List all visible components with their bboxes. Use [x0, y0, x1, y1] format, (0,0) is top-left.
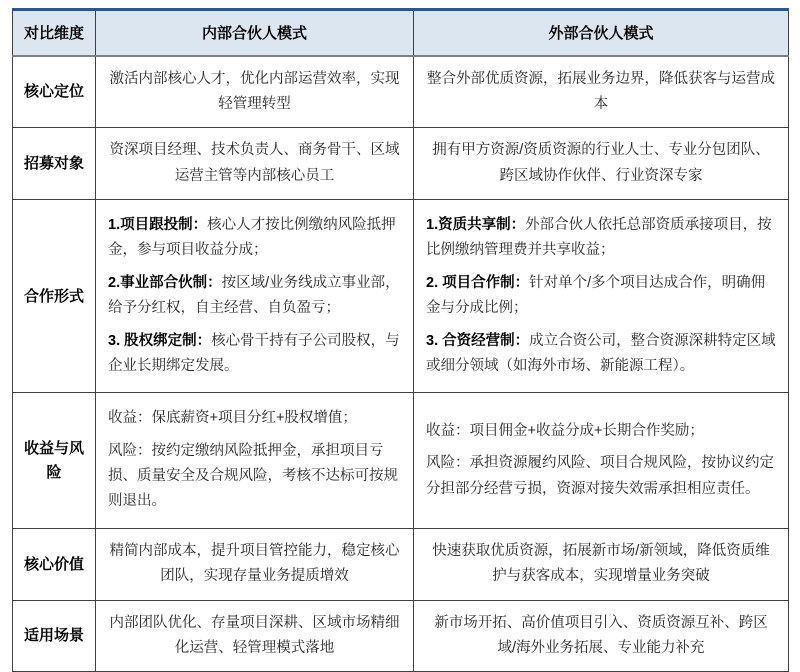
- text-run: 精简内部成本，提升项目管控能力，稳定核心团队，实现存量业务提质增效: [109, 542, 400, 585]
- text-run: 外部合伙人依托总部资质承接项目，按比例缴纳管理费并共享收益；: [426, 217, 772, 259]
- text-run: 拥有甲方资源/资质资源的行业人士、专业分包团队、跨区域协作伙伴、行业资深专家: [432, 142, 770, 184]
- comparison-table: [12, 8, 789, 672]
- bold-text-run: 1.项目跟投制：: [108, 217, 208, 233]
- text-run: 快速获取优质资源，拓展新市场/新领域，降低资质维护与获客成本，实现增量业务突破: [432, 542, 770, 585]
- table-header-row: [13, 10, 789, 56]
- text-run: 核心人才按比例缴纳风险抵押金，参与项目收益分成；: [108, 217, 396, 259]
- internal-model-cell: [96, 56, 414, 128]
- cell-paragraph: [108, 406, 401, 431]
- cell-paragraph: [108, 539, 401, 590]
- table-row: [13, 528, 789, 600]
- table-row: [13, 56, 789, 128]
- text-run: 核心骨干持有子公司股权，与企业长期绑定发展。: [108, 332, 400, 374]
- text-run: 风险：承担资源履约风险、项目合规风险，按协议约定分担部分经营亏损，资源对接失效需承担相应责任。: [426, 455, 774, 497]
- external-model-cell: [414, 393, 789, 529]
- cell-paragraph: [426, 419, 776, 444]
- header-cell-external-model: 外部合伙人模式: [414, 10, 789, 56]
- header-cell-dimension: 对比维度: [13, 10, 96, 56]
- cell-paragraph: [108, 611, 401, 662]
- external-model-cell: [414, 528, 789, 600]
- cell-paragraph: [426, 138, 776, 189]
- internal-model-cell: [96, 600, 414, 672]
- text-run: 新市场开拓、高价值项目引入、资质资源互补、跨区域/海外业务拓展、专业能力补充: [434, 614, 768, 656]
- dimension-cell: 招募对象: [13, 128, 96, 200]
- table-row: [13, 393, 789, 529]
- header-cell-internal-model: 内部合伙人模式: [96, 10, 414, 56]
- external-model-cell: [414, 200, 789, 393]
- table-row: [13, 600, 789, 672]
- internal-model-cell: [96, 200, 414, 393]
- bold-text-run: 1.资质共享制：: [426, 217, 526, 233]
- cell-paragraph: [426, 539, 776, 590]
- text-run: 资深项目经理、技术负责人、商务骨干、区域运营主管等内部核心员工: [109, 142, 400, 184]
- text-run: 风险：按约定缴纳风险抵押金，承担项目亏损、质量安全及合规风险，考核不达标可按规则退出。: [108, 442, 398, 510]
- external-model-cell: [414, 128, 789, 200]
- table-body: [13, 56, 789, 672]
- cell-paragraph: [426, 451, 776, 502]
- cell-paragraph: [108, 271, 401, 322]
- dimension-cell: 适用场景: [13, 600, 96, 672]
- text-run: 收益：项目佣金+收益分成+长期合作奖励；: [426, 422, 704, 439]
- bold-text-run: 3. 股权绑定制：: [108, 332, 212, 349]
- table-row: [13, 128, 789, 200]
- cell-paragraph: [426, 67, 776, 118]
- text-run: 收益：保底薪资+项目分红+股权增值；: [108, 410, 357, 427]
- cell-paragraph: [108, 329, 401, 380]
- text-run: 成立合资公司，整合资源深耕特定区域或细分领域（如海外市场、新能源工程）。: [426, 332, 776, 374]
- text-run: 内部团队优化、存量项目深耕、区域市场精细化运营、轻管理模式落地: [109, 614, 400, 656]
- cell-paragraph: [426, 271, 776, 322]
- cell-paragraph: [108, 67, 401, 118]
- dimension-cell: 核心价值: [13, 528, 96, 600]
- internal-model-cell: [96, 528, 414, 600]
- internal-model-cell: [96, 393, 414, 529]
- text-run: 整合外部优质资源，拓展业务边界，降低获客与运营成本: [427, 70, 775, 112]
- text-run: 按区域/业务线成立事业部，给予分红权，自主经营、自负盈亏；: [108, 274, 400, 317]
- table-row: [13, 200, 789, 393]
- cell-paragraph: [426, 611, 776, 662]
- dimension-cell: 合作形式: [13, 200, 96, 393]
- text-run: 针对单个/多个项目达成合作，明确佣金与分成比例；: [426, 274, 766, 317]
- external-model-cell: [414, 600, 789, 672]
- cell-paragraph: [108, 439, 401, 515]
- bold-text-run: 3. 合资经营制：: [426, 332, 530, 349]
- cell-paragraph: [426, 329, 776, 380]
- cell-paragraph: [108, 138, 401, 189]
- dimension-cell: 核心定位: [13, 56, 96, 128]
- cell-paragraph: [108, 213, 401, 264]
- bold-text-run: 2. 项目合作制：: [426, 274, 530, 291]
- text-run: 激活内部核心人才，优化内部运营效率，实现轻管理转型: [109, 70, 400, 112]
- cell-paragraph: [426, 213, 776, 264]
- internal-model-cell: [96, 128, 414, 200]
- external-model-cell: [414, 56, 789, 128]
- bold-text-run: 2.事业部合伙制：: [108, 274, 222, 291]
- dimension-cell: 收益与风险: [13, 393, 96, 529]
